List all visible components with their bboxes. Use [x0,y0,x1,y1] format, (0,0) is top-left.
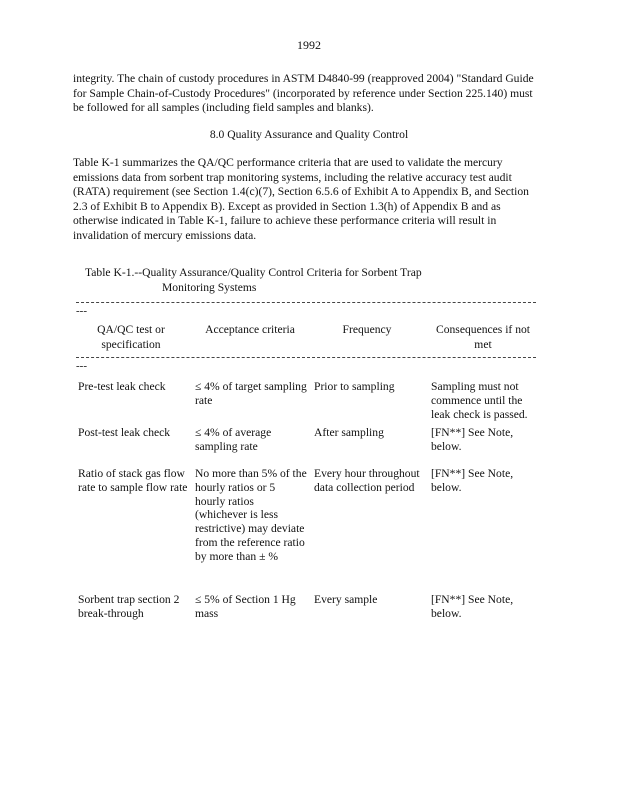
rule-tail: --- [76,305,87,317]
table-caption-line2: Monitoring Systems [162,280,257,294]
cell-consequence: [FN**] See Note, below. [431,426,514,453]
cell-criteria: ≤ 4% of average sampling rate [195,426,272,453]
section-heading: 8.0 Quality Assurance and Quality Control [209,128,409,141]
table-header-rule [76,357,536,372]
table-top-rule [76,302,536,317]
cell-criteria: No more than 5% of the hourly ratios or 5 hourly ratios (whichever is less restrictive) may deviate from the reference ratio by more than ± % [195,467,307,563]
cell-consequence: [FN**] See Note, below. [431,467,514,494]
cell-frequency: Every hour throughout data collection period [314,467,420,494]
column-header-frequency: Frequency [342,323,392,336]
cell-test: Ratio of stack gas flow rate to sample flow rate [78,467,188,494]
cell-criteria: ≤ 5% of Section 1 Hg mass [195,593,296,620]
column-header-test: QA/QC test or specification [97,323,165,351]
cell-test: Pre-test leak check [78,380,166,393]
cell-criteria: ≤ 4% of target sampling rate [195,380,307,407]
cell-consequence: [FN**] See Note, below. [431,593,514,620]
cell-test: Post-test leak check [78,426,171,439]
cell-frequency: After sampling [314,426,384,439]
cell-test: Sorbent trap section 2 break-through [78,593,180,620]
summary-paragraph: Table K-1 summarizes the QA/QC performance criteria that are used to validate the mercury emissions data from sorbent trap monitoring systems, including the relative accuracy test audit (RATA) requirement (see Section 1.4(c)(7), Section 6.5.6 of Exhibit A to Appendix B, and Section 2.3 of Exhibit B to Appendix B). Except as provided in Section 1.3(h) of Appendix B and as otherwise indicated in Table K-1, failure to achieve these performance criteria will result in invalidation of mercury emissions data. [73,156,529,242]
column-header-consequences: Consequences if not met [435,323,531,351]
column-header-criteria: Acceptance criteria [205,323,295,336]
rule-tail: --- [76,360,87,372]
cell-consequence: Sampling must not commence until the leak check is passed. [431,380,528,421]
cell-frequency: Every sample [314,593,378,606]
cell-frequency: Prior to sampling [314,380,395,393]
page-number: 1992 [297,38,321,52]
table-caption [85,266,422,295]
intro-paragraph: integrity. The chain of custody procedures in ASTM D4840-99 (reapproved 2004) "Standard Guide for Sample Chain-of-Custody Procedures" (incorporated by reference under Section 225.140) must be followed for all samples (including field samples and blanks). [73,72,534,115]
table-caption-line1: Table K-1.--Quality Assurance/Quality Control Criteria for Sorbent Trap [85,266,422,279]
